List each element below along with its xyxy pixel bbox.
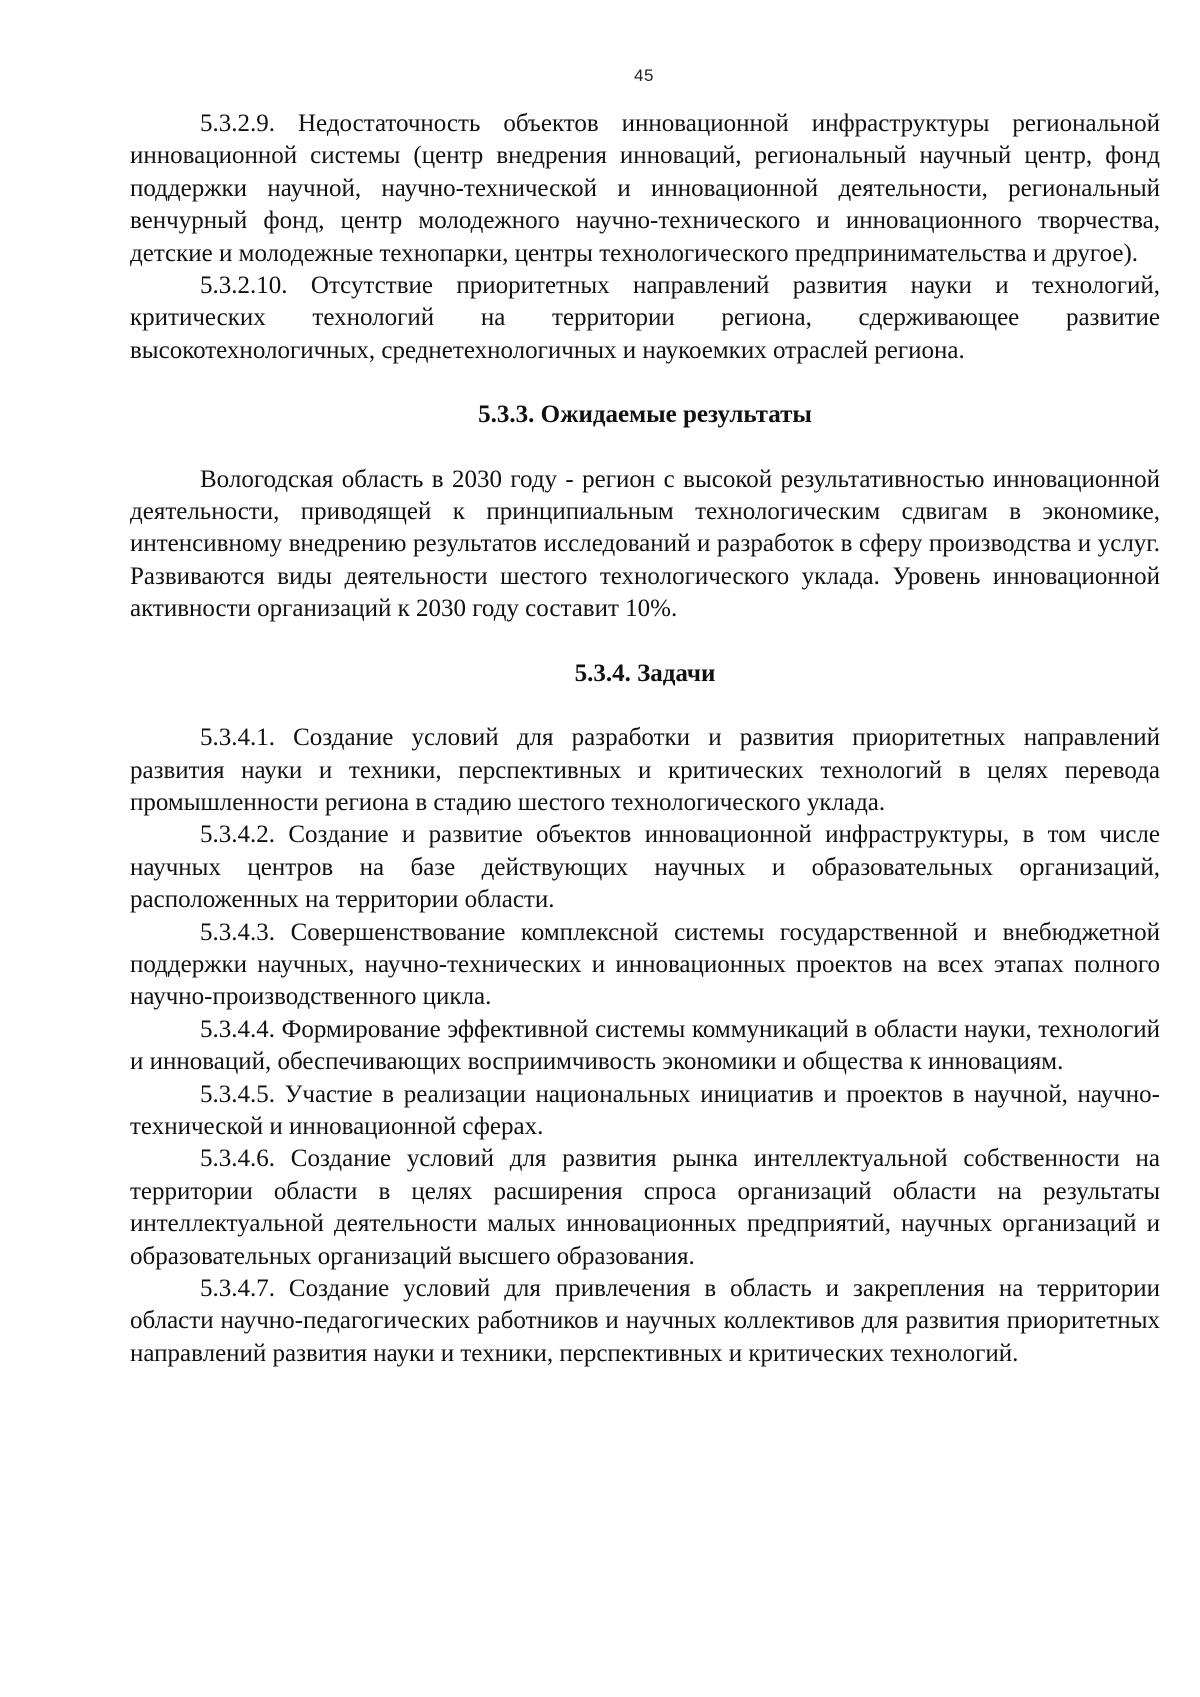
task-item: 5.3.4.4. Формирование эффективной системы коммуникаций в области науки, технологий и инноваций, обеспечивающих восприимчивость экономики и общества к инновациям.	[130, 1015, 1160, 1076]
page-number: 45	[634, 66, 654, 85]
paragraph-expected-results: Вологодская область в 2030 году - регион с высокой результативностью инновационной деятельности, приводящей к принципиальным технологическим сдвигам в экономике, интенсивному внедрению результатов исследований и разработок в сферу производства и услуг. Развиваются виды деятельности шестого технологического уклада. Уровень инновационной активности организаций к 2030 году составит 10%.	[130, 465, 1160, 623]
task-item: 5.3.4.1. Создание условий для разработки и развития приоритетных направлений развития науки и техники, перспективных и критических технологий в целях перевода промышленности региона в стадию шестого технологического уклада.	[130, 724, 1160, 816]
task-item: 5.3.4.5. Участие в реализации национальных инициатив и проектов в научной, научно-технической и инновационной сферах.	[130, 1080, 1160, 1140]
task-item: 5.3.4.2. Создание и развитие объектов инновационной инфраструктуры, в том числе научных центров на базе действующих научных и образовательных организаций, расположенных на территории области.	[130, 821, 1160, 914]
paragraph-5-3-2-9: 5.3.2.9. Недостаточность объектов инновационной инфраструктуры региональной инновационной системы (центр внедрения инноваций, региональный научный центр, фонд поддержки научной, научно-технической и инновационной деятельности, региональный венчурный фонд, центр молодежного научно-технического и инновационного творчества, детские и молодежные технопарки, центры технологического предпринимательства и другое).	[130, 110, 1160, 267]
task-item: 5.3.4.6. Создание условий для развития рынка интеллектуальной собственности на территории области в целях расширения спроса организаций области на результаты интеллектуальной деятельности малых инновационных предприятий, научных организаций и образовательных организаций высшего образования.	[130, 1145, 1160, 1270]
task-item: 5.3.4.7. Создание условий для привлечения в область и закрепления на территории области научно-педагогических работников и научных коллективов для развития приоритетных направлений развития науки и техники, перспективных и критических технологий.	[130, 1275, 1160, 1367]
task-item: 5.3.4.3. Совершенствование комплексной системы государственной и внебюджетной поддержки научных, научно-технических и инновационных проектов на всех этапах полного научно-производственного цикла.	[130, 918, 1160, 1011]
heading-expected-results: 5.3.3. Ожидаемые результаты	[478, 401, 812, 429]
paragraph-5-3-2-10: 5.3.2.10. Отсутствие приоритетных направлений развития науки и технологий, критических технологий на территории региона, сдерживающее развитие высокотехнологичных, среднетехнологичных и наукоемких отраслей региона.	[130, 272, 1160, 364]
heading-tasks: 5.3.4. Задачи	[574, 659, 716, 687]
document-body	[130, 108, 1160, 1370]
